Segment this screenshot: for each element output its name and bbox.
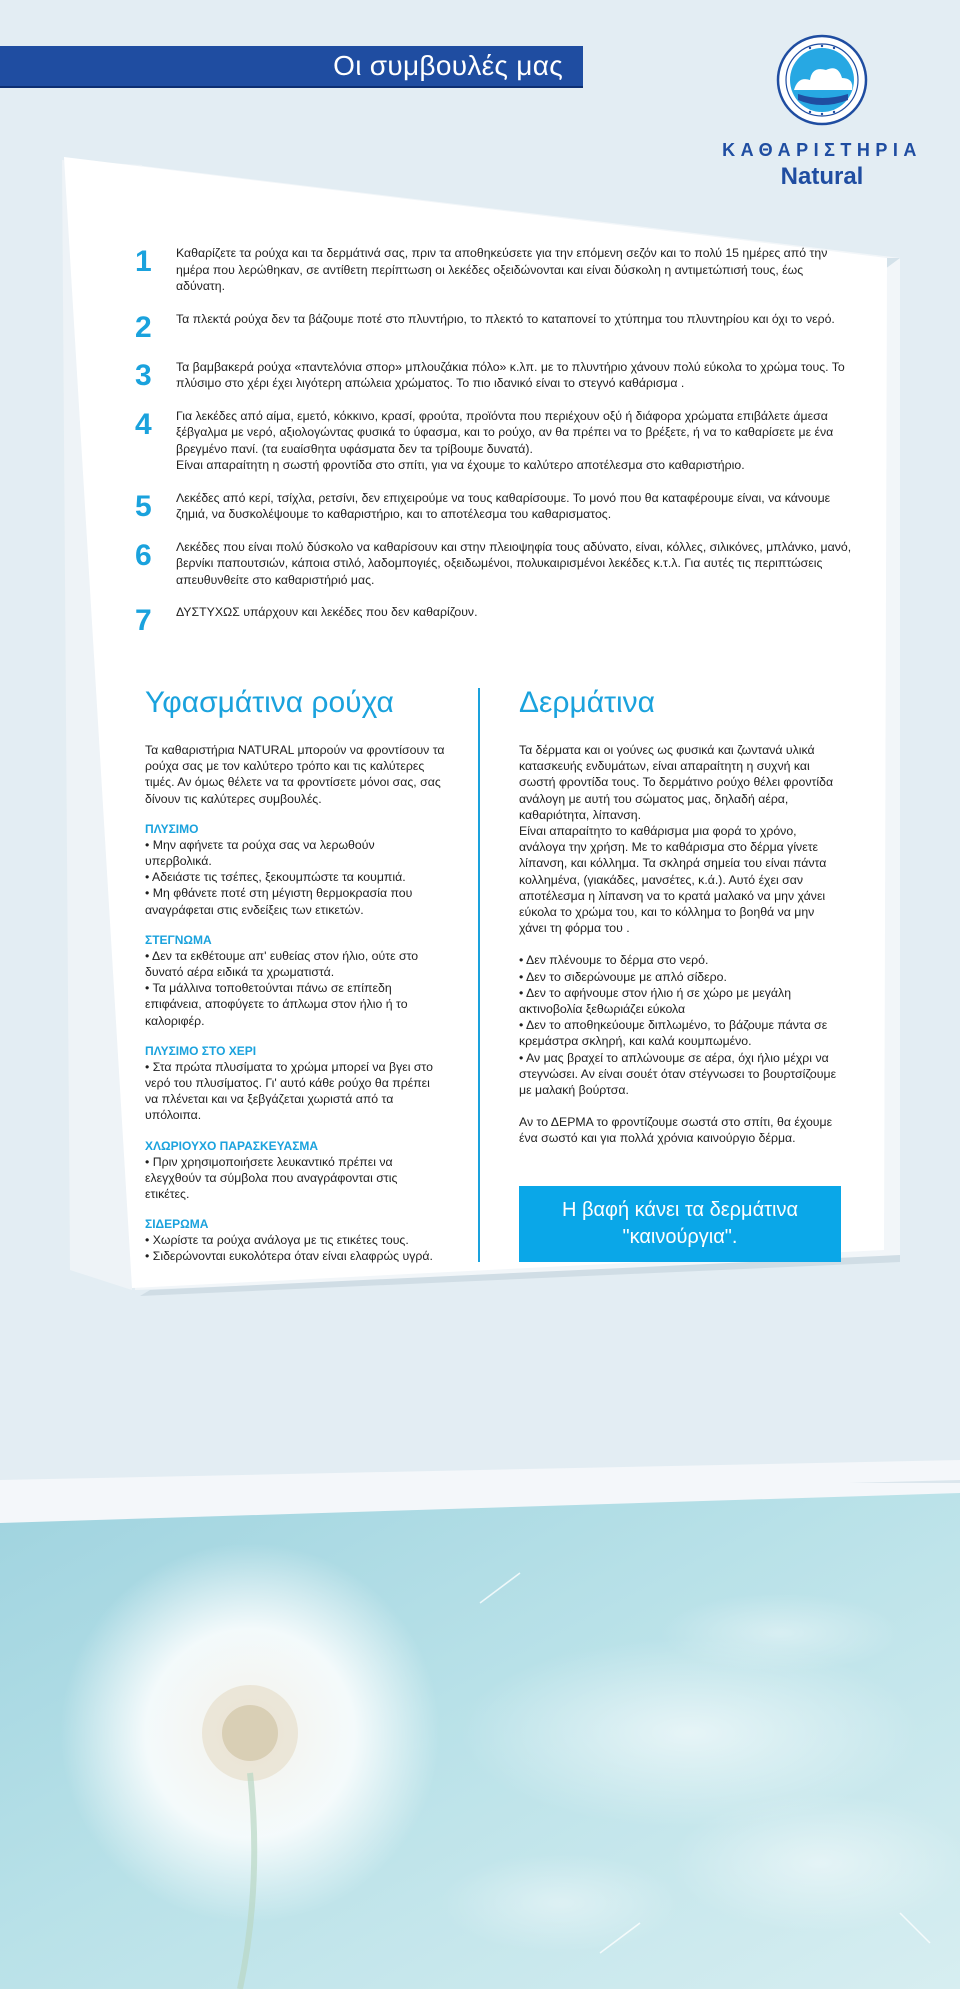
care-list xyxy=(145,1154,445,1203)
fabrics-title: Υφασμάτινα ρούχα xyxy=(145,686,394,719)
header-banner xyxy=(0,46,583,88)
care-list-item: • Τα μάλλινα τοποθετούνται πάνω σε επίπεδη επιφάνεια, αποφύγετε το άπλωμα στον ήλιο ή το καλοριφέρ. xyxy=(145,980,445,1029)
tip-number: 1 xyxy=(135,245,152,278)
tip-number: 4 xyxy=(135,407,152,441)
tips-list xyxy=(135,245,870,652)
care-list xyxy=(145,1232,445,1264)
tip-item xyxy=(135,311,870,343)
leather-title: Δερμάτινα xyxy=(519,686,655,719)
cloud-emblem-icon xyxy=(776,34,868,126)
care-section-heading: ΧΛΩΡΙΟΥΧΟ ΠΑΡΑΣΚΕΥΑΣΜΑ xyxy=(145,1138,319,1153)
care-list-item: • Αδειάστε τις τσέπες, ξεκουμπώστε τα κουμπιά. xyxy=(145,869,445,885)
care-list xyxy=(145,837,445,918)
tip-number: 3 xyxy=(135,358,152,392)
tip-text: Τα βαμβακερά ρούχα «παντελόνια σπορ» μπλουζάκια πόλο» κ.λπ. με το πλυντήριο χάνουν πολύ εύκολα το χρώμα τους. Το πλύσιμο στο χέρι έχει λιγότερη απώλεια χρώματος. Το πιο ιδανικό είναι το στεγνό καθάρισμα . xyxy=(176,359,845,390)
care-list xyxy=(145,948,445,1029)
care-columns xyxy=(145,686,845,1262)
tip-item xyxy=(135,539,870,589)
leather-intro: Τα δέρματα και οι γούνες ως φυσικά και ζωντανά υλικά κατασκευής ενδυμάτων, είναι απαραίτητη η συχνή και σωστή φροντίδα τους. Το δερμάτινο ρούχο θέλει φροντίδα ανάλογη με αυτή του σώματος μας, δηλαδή αέρα, καθαριότητα, λίπανση. Είναι απαραίτητο το καθάρισμα μια φορά το χρόνο, ανάλογα την χρήση. Με το καθάρισμα στο δέρμα γίνετε λίπανση, και κόλλημα. Τα σκληρά σημεία του είναι πάντα κολλημένα, (γιακάδες, μανσέτες, κ.ά.). Αυτό έχει σαν αποτέλεσμα η λίπανση να το κρατά μαλακό να μην χάνει εύκολα το χρώμα του, και το κόλλημα το βοηθά να μην χάνει τη φόρμα του . xyxy=(519,743,834,936)
leather-list-item: • Δεν το αποθηκεύουμε διπλωμένο, το βάζουμε πάντα σε κρεμάστρα σκληρή, και καλά κουμπωμένο. xyxy=(519,1017,845,1049)
tip-item xyxy=(135,490,870,523)
care-list-item: • Μη φθάνετε ποτέ στη μέγιστη θερμοκρασία που αναγράφεται στις ενδείξεις των ετικετών. xyxy=(145,885,445,917)
fabrics-column xyxy=(145,686,445,1265)
tip-text: Τα πλεκτά ρούχα δεν τα βάζουμε ποτέ στο πλυντήριο, το πλεκτό το καταπονεί το χτύπημα του πλυντηρίου και όχι το νερό. xyxy=(176,311,835,326)
care-section-heading: ΠΛΥΣΙΜΟ xyxy=(145,821,199,836)
brand-subtitle: Natural xyxy=(780,163,864,190)
column-divider xyxy=(478,688,480,1262)
tip-number: 6 xyxy=(135,538,152,572)
page-title: Οι συμβουλές μας xyxy=(333,50,563,81)
tip-text: ΔΥΣΤΥΧΩΣ υπάρχουν και λεκέδες που δεν καθαρίζουν. xyxy=(176,605,478,619)
brand-name: ΚΑΘΑΡΙΣΤΗΡΙΑ xyxy=(722,140,922,160)
care-section xyxy=(145,821,445,918)
tip-text: Καθαρίζετε τα ρούχα και τα δερμάτινά σας, πριν τα αποθηκεύσετε για την επόμενη σεζόν και το πολύ 15 ημέρες από την ημέρα που λερώθηκαν, σε αντίθετη περίπτωση οι λεκέδες οξειδώνονται και είναι δύσκολη η αντιμετώπισή τους, έως αδύνατη. xyxy=(176,246,828,293)
dandelion-photo xyxy=(0,1483,960,1989)
fabric-care-sections xyxy=(145,821,445,1265)
leather-list-item: • Δεν πλένουμε το δέρμα στο νερό. xyxy=(519,952,845,968)
care-list-item: • Δεν τα εκθέτουμε απ' ευθείας στον ήλιο, ούτε στο δυνατό αέρα ειδικά τα χρωματιστά. xyxy=(145,948,445,980)
tip-text: Λεκέδες από κερί, τσίχλα, ρετσίνι, δεν επιχειρούμε να τους καθαρίσουμε. Το μονό που θα καταφέρουμε είναι, να κάνουμε ζημιά, να δυσκολέψουμε το καθαριστήριο, και το αποτέλεσμα του καθαρισματος. xyxy=(176,490,831,521)
leather-list-item: • Αν μας βραχεί το απλώνουμε σε αέρα, όχι ήλιο μέχρι να στεγνώσει. Αν είναι σουέτ όταν στέγνωσει το βουρτσίζουμε με μαλακή βούρτσα. xyxy=(519,1050,845,1099)
tip-item xyxy=(135,245,870,295)
tip-item xyxy=(135,359,870,392)
tip-text: Λεκέδες που είναι πολύ δύσκολο να καθαρίσουν και στην πλειοψηφία τους αδύνατο, είναι, κόλλες, σιλικόνες, μπλάνκο, μανό, βερνίκι παπουτσιών, κάποια στιλό, λαδομπογιές, οξειδωμένοι, πολυκαιρισμένοι λεκέδες κ.τ.λ. Για αυτές τις περιπτώσεις απευθυνθείτε στο καθαριστήριό μας. xyxy=(176,539,852,587)
care-list-item: • Στα πρώτα πλυσίματα το χρώμα μπορεί να βγει στο νερό του πλυσίματος. Γι' αυτό κάθε ρούχο θα πρέπει να πλένεται και να ξεβγάζεται χωριστά από τα υπόλοιπα. xyxy=(145,1059,445,1124)
leather-care-list xyxy=(519,952,845,1098)
care-list-item: • Πριν χρησιμοποιήσετε λευκαντικό πρέπει να ελεγχθούν τα σύμβολα που αναγράφονται στις ετικέτες. xyxy=(145,1154,445,1203)
tip-item xyxy=(135,604,870,636)
leather-list-item: • Δεν το σιδερώνουμε με απλό σίδερο. xyxy=(519,969,845,985)
care-list-item: • Χωρίστε τα ρούχα ανάλογα με τις ετικέτες τους. xyxy=(145,1232,445,1248)
dye-callout-banner: Η βαφή κάνει τα δερμάτινα "καινούργια". xyxy=(519,1186,841,1262)
care-section xyxy=(145,1216,445,1264)
tip-item xyxy=(135,408,870,474)
leather-list-item: • Δεν το αφήνουμε στον ήλιο ή σε χώρο με μεγάλη ακτινοβολία ξεθωριάζει εύκολα xyxy=(519,985,845,1017)
brand-logo xyxy=(712,34,932,191)
care-list-item: • Σιδερώνονται ευκολότερα όταν είναι ελαφρώς υγρά. xyxy=(145,1248,445,1264)
leather-column xyxy=(519,686,845,1147)
tip-number: 2 xyxy=(135,310,152,344)
tip-text: Για λεκέδες από αίμα, εμετό, κόκκινο, κρασί, φρούτα, προϊόντα που περιέχουν οξύ ή διάφορα χρώματα επιβάλετε άμεσα ξέβγαλμα με νερό, αξιολογώντας φυσικά το ύφασμα, και το ρούχο, αν θα πρέπει να το βρέξετε, ή να το καθαρίσετε με ένα βρεγμένο πανί. (τα ευαίσθητα υφάσματα δεν τα τρίβουμε δυνατά). Είναι απαραίτητη η σωστή φροντίδα στο σπίτι, για να έχουμε το καλύτερο αποτέλεσμα στο καθαριστήριο. xyxy=(176,408,834,472)
tip-number: 5 xyxy=(135,489,152,523)
care-section xyxy=(145,1043,445,1124)
care-section-heading: ΠΛΥΣΙΜΟ ΣΤΟ ΧΕΡΙ xyxy=(145,1043,257,1058)
care-list xyxy=(145,1059,445,1124)
tip-number: 7 xyxy=(135,604,152,637)
care-section-heading: ΣΙΔΕΡΩΜΑ xyxy=(145,1217,209,1232)
care-section-heading: ΣΤΕΓΝΩΜΑ xyxy=(145,932,212,947)
care-section xyxy=(145,1138,445,1203)
care-list-item: • Μην αφήνετε τα ρούχα σας να λερωθούν υπερβολικά. xyxy=(145,837,445,869)
care-section xyxy=(145,932,445,1029)
fabrics-intro: Τα καθαριστήρια NATURAL μπορούν να φροντίσουν τα ρούχα σας με τον καλύτερο τρόπο και τις καλύτερες τιμές. Αν όμως θέλετε να τα φροντίσετε μόνοι σας, σας δίνουν τις καλύτερες συμβουλές. xyxy=(145,743,445,806)
leather-outro: Αν το ΔΕΡΜΑ το φροντίζουμε σωστά στο σπίτι, θα έχουμε ένα σωστό και για πολλά χρόνια καινούργιο δέρμα. xyxy=(519,1115,833,1146)
